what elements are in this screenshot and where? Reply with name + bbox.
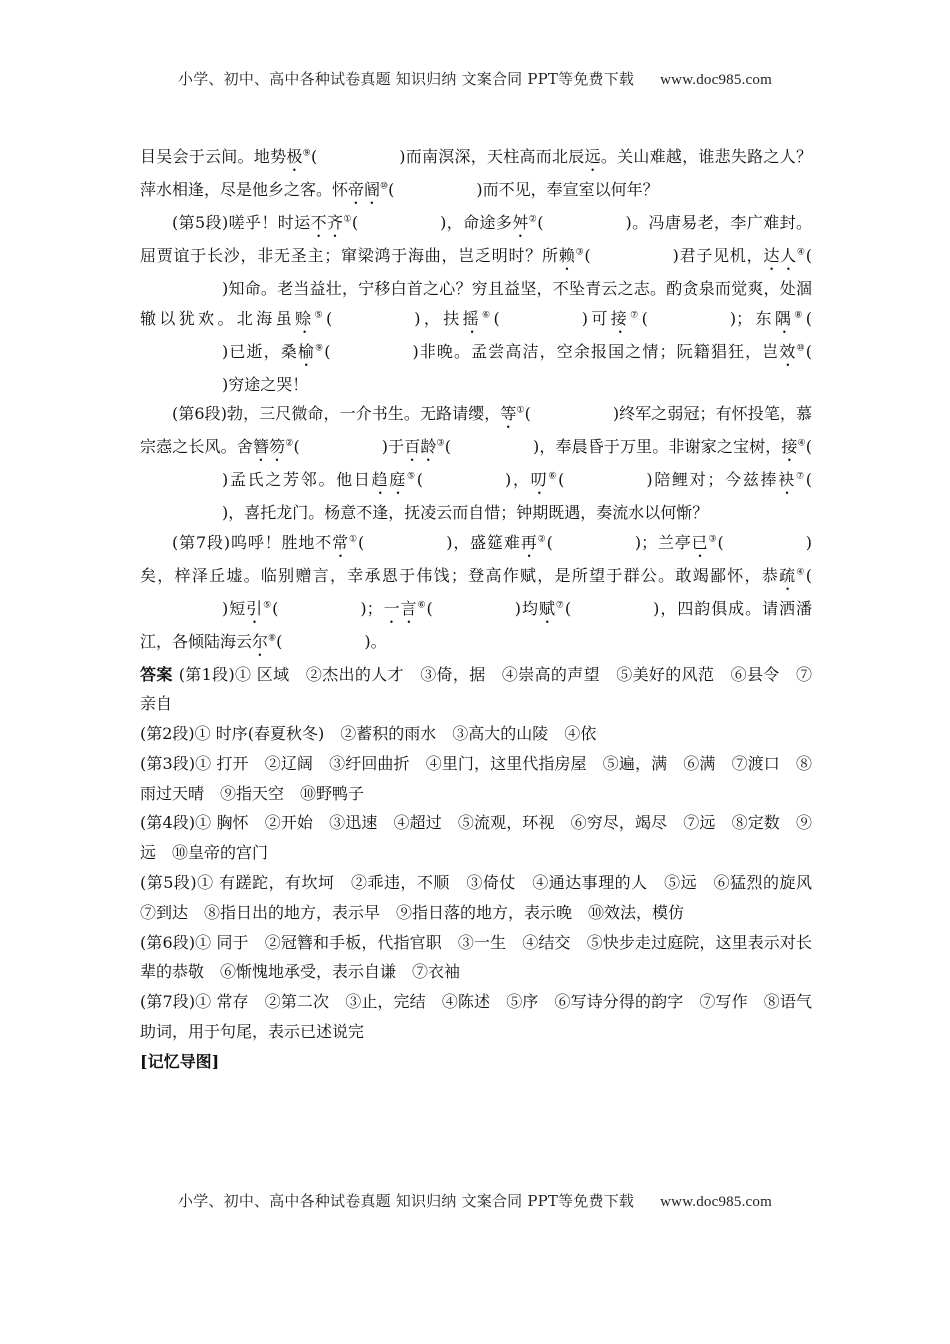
memory-map-heading: [记忆导图] xyxy=(140,1051,220,1071)
note-number: ② xyxy=(537,534,547,545)
text-run: )可 xyxy=(581,308,611,328)
text-run: )孟氏之芳邻。他日 xyxy=(222,470,372,489)
text-run: )穷途之哭！ xyxy=(222,374,309,394)
dotted-word: 已 xyxy=(691,532,709,552)
paragraph-6 xyxy=(140,399,812,528)
text-run: )终军之弱冠；有怀投笔，慕宗悫之长风。舍 xyxy=(140,404,812,456)
dotted-word: 再 xyxy=(520,532,538,552)
text-run: ( xyxy=(717,532,724,552)
dotted-word: 赊 xyxy=(295,308,315,328)
note-number: ⑧ xyxy=(268,633,277,644)
dotted-word: 接 xyxy=(781,437,798,456)
note-number: ① xyxy=(349,534,358,545)
text-run: ( xyxy=(641,308,648,328)
text-run: )知命。老当益壮，宁移白首之心？穷且益坚，不坠青云之志。酌贪泉而觉爽，处涸辙以犹欢。北海虽 xyxy=(140,279,812,328)
paragraph-5 xyxy=(140,208,812,399)
text-run: )矣，梓泽丘墟。临别赠言，幸承恩于伟饯；登高作赋，是所望于群公。敢竭鄙怀，恭 xyxy=(140,532,812,585)
text-run: ( xyxy=(805,341,812,361)
dotted-word: 舛 xyxy=(512,213,529,232)
text-run: (第5段)嗟乎！时运 xyxy=(172,213,311,232)
note-number: ⑨ xyxy=(314,343,325,354)
text-run: )； xyxy=(360,598,383,618)
text-run: )而南溟深，天柱高而北辰 xyxy=(399,147,585,166)
main-content xyxy=(140,142,829,1076)
note-number: ⑦ xyxy=(795,471,806,482)
answer-section-4 xyxy=(140,808,812,868)
text-run: )；兰亭 xyxy=(634,532,692,552)
text-run: ( xyxy=(805,437,812,456)
answer-section-3 xyxy=(140,749,812,809)
dotted-word: 达人 xyxy=(763,246,797,265)
text-run: )；东 xyxy=(729,308,775,328)
dotted-word: 榆 xyxy=(297,341,315,361)
paragraph-7 xyxy=(140,528,812,660)
text-run: ( xyxy=(357,532,365,552)
dotted-word: 疏 xyxy=(779,565,797,585)
text-run: )，喜托龙门。杨意不逢，抚凌云而自惜；钟期既遇，奏流水以何惭？ xyxy=(222,503,709,522)
text-run: ( xyxy=(325,308,333,328)
answer-text: (第3段)① 打开 ②辽阔 ③纡回曲折 ④里门，这里代指房屋 ⑤遍，满 ⑥满 ⑦渡口 ⑧雨过天晴 ⑨指天空 ⑩野鸭子 xyxy=(140,753,812,803)
dotted-word: 趋庭 xyxy=(371,470,407,489)
header-text: 小学、初中、高中各种试卷真题 知识归纳 文案合同 PPT等免费下载 xyxy=(178,70,635,88)
answer-section-6 xyxy=(140,928,812,988)
text-run: )均 xyxy=(514,598,539,618)
dotted-word: 不齐 xyxy=(310,213,344,232)
dotted-word: 引 xyxy=(246,598,264,618)
text-run: ( xyxy=(805,565,812,585)
text-run: )，盛筵难 xyxy=(446,532,521,552)
paragraph-4-tail xyxy=(140,142,812,208)
footer-text: 小学、初中、高中各种试卷真题 知识归纳 文案合同 PPT等免费下载 xyxy=(178,1192,635,1210)
answer-section-2 xyxy=(140,719,812,749)
dotted-word: 袂 xyxy=(778,470,796,489)
text-run: ( xyxy=(351,213,359,232)
text-run: ( xyxy=(524,404,531,423)
text-run: )。冯唐易老，李广难封。屈贾谊于长沙，非无圣主；窜梁鸿于海曲，岂乏明时？所 xyxy=(140,213,812,265)
dotted-word: 常 xyxy=(332,532,350,552)
text-run: ( xyxy=(310,147,318,166)
note-number: ③ xyxy=(708,534,718,545)
note-number: ④ xyxy=(796,567,806,578)
text-run: ( xyxy=(276,631,283,651)
text-run: )。 xyxy=(364,631,387,651)
text-run: )非晚。孟尝高洁，空余报国之情；阮籍猖狂，岂 xyxy=(412,341,780,361)
page-footer xyxy=(0,1190,950,1211)
dotted-word: 极 xyxy=(286,147,303,166)
text-run: )，四韵俱成。请洒潘江，各倾陆海云 xyxy=(140,598,812,651)
text-run: ( xyxy=(493,308,500,328)
answer-section-7 xyxy=(140,987,812,1047)
note-number: ③ xyxy=(436,438,445,449)
note-number: ⑦ xyxy=(630,310,642,321)
text-run: )而不见，奉宣室以何年？ xyxy=(476,180,659,199)
page-header xyxy=(0,68,950,89)
note-number: ② xyxy=(285,438,294,449)
text-run: )，命途多 xyxy=(440,213,513,232)
text-run: 目吴会于云间。地势 xyxy=(140,147,287,166)
note-number: ② xyxy=(528,214,538,225)
text-run: (第7段)呜呼！胜地不 xyxy=(172,532,333,552)
header-url: www.doc985.com xyxy=(660,72,772,88)
answer-section-5 xyxy=(140,868,829,928)
dotted-word: 叨 xyxy=(530,470,549,489)
note-number: ⑤ xyxy=(406,471,417,482)
answer-text: (第1段)① 区域 ②杰出的人才 ③倚，据 ④崇高的声望 ⑤美好的风范 ⑥县令 ⑦亲自 xyxy=(140,664,812,714)
text-run: )陪鲤对；今兹捧 xyxy=(646,470,779,489)
text-run: )， xyxy=(505,470,531,489)
answer-text: (第5段)① 有蹉跎，有坎坷 ②乖违，不顺 ③倚仗 ④通达事理的人 ⑤远 ⑥猛烈的旋风 ⑦到达 ⑧指日出的地方，表示早 ⑨指日落的地方，表示晚 ⑩效法，模仿 xyxy=(140,873,829,922)
answer-section-1 xyxy=(140,660,812,720)
text-run: 。关山难越，谁悲失路之人？萍水相逢，尽是他乡之客。怀 xyxy=(140,147,812,199)
text-run: )君子见机， xyxy=(672,246,764,265)
dotted-word: 效 xyxy=(779,341,797,361)
answer-text: (第6段)① 同于 ②冠簪和手板，代指官职 ③一生 ④结交 ⑤快步走过庭院，这里表示对长辈的恭敬 ⑥惭愧地承受，表示自谦 ⑦衣袖 xyxy=(140,932,812,982)
dotted-word: 远 xyxy=(584,147,601,166)
text-run: )，奉晨昏于万里。非谢家之宝树， xyxy=(532,437,782,456)
answer-text: (第7段)① 常存 ②第二次 ③止，完结 ④陈述 ⑤序 ⑥写诗分得的韵字 ⑦写作 ⑧语气助词，用于句尾，表示已述说完 xyxy=(140,992,812,1042)
text-run: ( xyxy=(426,598,433,618)
footer-url: www.doc985.com xyxy=(660,1194,772,1210)
dotted-word: 一言 xyxy=(382,598,418,618)
note-number: ⑦ xyxy=(555,600,565,611)
dotted-word: 簪笏 xyxy=(252,437,286,456)
dotted-word: 接 xyxy=(610,308,631,328)
note-number: ⑧ xyxy=(794,310,806,321)
note-number: ③ xyxy=(575,247,585,258)
note-number: ④ xyxy=(797,438,806,449)
answer-text: (第2段)① 时序(春夏秋冬) ②蓄积的雨水 ③高大的山陵 ④依 xyxy=(140,724,597,744)
note-number: ⑥ xyxy=(482,310,494,321)
text-run: ( xyxy=(293,437,300,456)
text-run: ( xyxy=(584,246,591,265)
note-number: ⑩ xyxy=(380,181,389,192)
note-number: ⑩ xyxy=(796,343,806,354)
note-number: ⑥ xyxy=(417,600,427,611)
text-run: ( xyxy=(805,470,812,489)
text-run: )，扶 xyxy=(414,308,463,328)
note-number: ⑤ xyxy=(314,310,326,321)
text-run: ( xyxy=(324,341,331,361)
note-number: ⑤ xyxy=(263,600,273,611)
note-number: ① xyxy=(343,214,352,225)
text-run: ( xyxy=(388,180,395,199)
text-run: ( xyxy=(546,532,553,552)
text-run: ( xyxy=(444,437,451,456)
text-run: ( xyxy=(564,598,572,618)
dotted-word: 赋 xyxy=(538,598,556,618)
dotted-word: 百龄 xyxy=(404,437,437,456)
text-run: (第6段)勃，三尺微命，一介书生。无路请缨， xyxy=(172,404,501,423)
note-number: ① xyxy=(516,405,525,416)
text-run: ( xyxy=(805,308,812,328)
answer-label: 答案 xyxy=(140,664,173,684)
text-run: ( xyxy=(416,470,423,489)
text-run: ( xyxy=(537,213,544,232)
dotted-word: 赖 xyxy=(558,246,576,265)
text-run: ( xyxy=(272,598,279,618)
dotted-word: 摇 xyxy=(462,308,482,328)
text-run: )短 xyxy=(222,598,247,618)
text-run: )已逝，桑 xyxy=(222,341,298,361)
text-run: ( xyxy=(805,246,812,265)
note-number: ⑨ xyxy=(302,148,311,159)
dotted-word: 等 xyxy=(500,404,517,423)
note-number: ④ xyxy=(796,247,806,258)
text-run: )于 xyxy=(381,437,405,456)
note-number: ⑥ xyxy=(548,471,559,482)
dotted-word: 隅 xyxy=(774,308,795,328)
answer-text: (第4段)① 胸怀 ②开始 ③迅速 ④超过 ⑤流观，环视 ⑥穷尽，竭尽 ⑦远 ⑧定数 ⑨远 ⑩皇帝的宫门 xyxy=(140,813,812,863)
dotted-word: 帝阍 xyxy=(348,180,381,199)
dotted-word: 尔 xyxy=(252,631,269,651)
text-run: ( xyxy=(558,470,565,489)
